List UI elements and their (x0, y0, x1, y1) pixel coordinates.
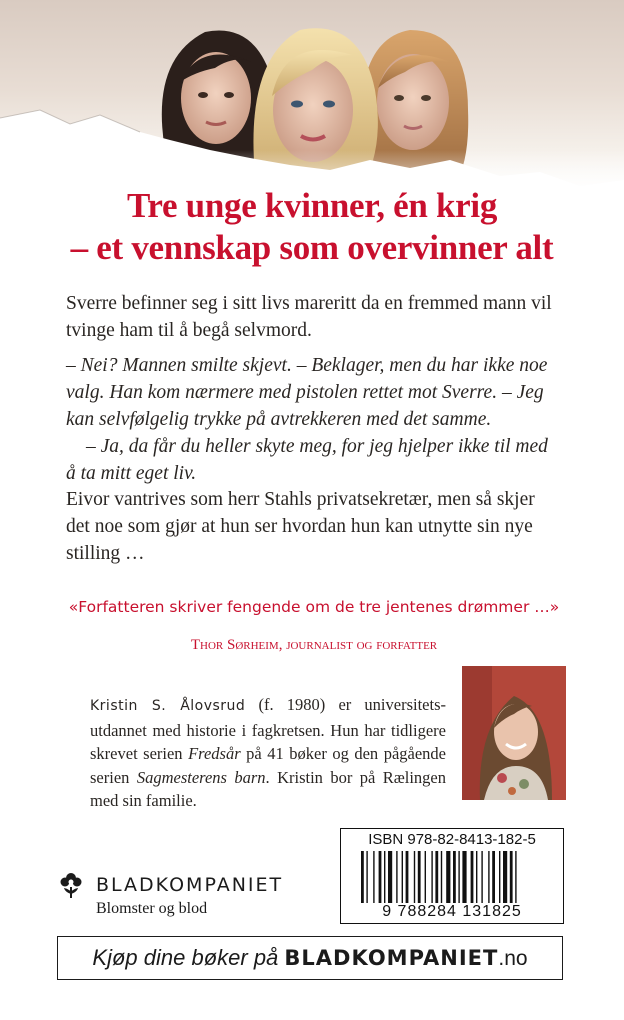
author-bio (90, 693, 446, 813)
quote-attribution: Thor Sørheim, journalist og forfatter (190, 637, 438, 653)
bio-text-2: på 41 bøker og den pågående serien (90, 744, 446, 787)
blurb-paragraph-3: Eivor vantrives som herr Stahls privatsekretær, men så skjer det noe som gjør at hun ser hvordan hun kan utnytte sin nye stilling … (66, 489, 535, 564)
dialogue-part-2: – Ja, da får du heller skyte meg, for jeg hjelper ikke til med å ta mitt eget liv. (66, 436, 548, 484)
blurb-dialogue (66, 352, 562, 487)
shop-tld: .no (498, 947, 528, 970)
bio-series-2: Sagmesterens barn (136, 767, 266, 787)
review-quote: «Forfatteren skriver fengende om de tre jentenes drømmer …» (68, 598, 560, 616)
bio-text-1: (f. 1980) er universitets-utdannet med historie i fagkretsen. Hun har tidligere skrevet serien (90, 695, 446, 763)
shop-banner (57, 936, 563, 980)
cover-illustration (0, 0, 624, 200)
barcode-number: 9 788284 131825 (382, 903, 522, 920)
headline-line1: Tre unge kvinner, én krig (126, 186, 498, 225)
isbn-label: ISBN 978-82-8413-182-5 (368, 831, 536, 848)
flower-logo-icon (60, 870, 82, 900)
author-name: Kristin S. Ålovsrud (90, 698, 246, 714)
shop-brand: BLADKOMPANIET (284, 946, 499, 970)
bio-text-3: . Kristin bor på Rælingen med sin familie. (90, 767, 447, 810)
publisher-tagline: Blomster og blod (96, 900, 208, 917)
bio-series-1: Fredsår (188, 744, 241, 763)
shop-lead-text: Kjøp dine bøker på (92, 945, 279, 970)
dialogue-part-1: – Nei? Mannen smilte skjevt. – Beklager, men du har ikke noe valg. Han kom nærmere med pistolen rettet mot Sverre. – Jeg kan selvfølgelig trykke på avtrekkeren med det samme. (66, 355, 548, 430)
publisher-name: BLADKOMPANIET (96, 874, 284, 896)
blurb-paragraph-1: Sverre befinner seg i sitt livs mareritt da en fremmed mann vil tvinge ham til å begå selvmord. (66, 293, 552, 341)
isbn-barcode (340, 828, 564, 924)
author-photo (462, 666, 566, 800)
publisher-logo (60, 870, 340, 920)
three-women-illustration (0, 0, 624, 200)
headline-line2: – et vennskap som overvinner alt (70, 228, 554, 267)
